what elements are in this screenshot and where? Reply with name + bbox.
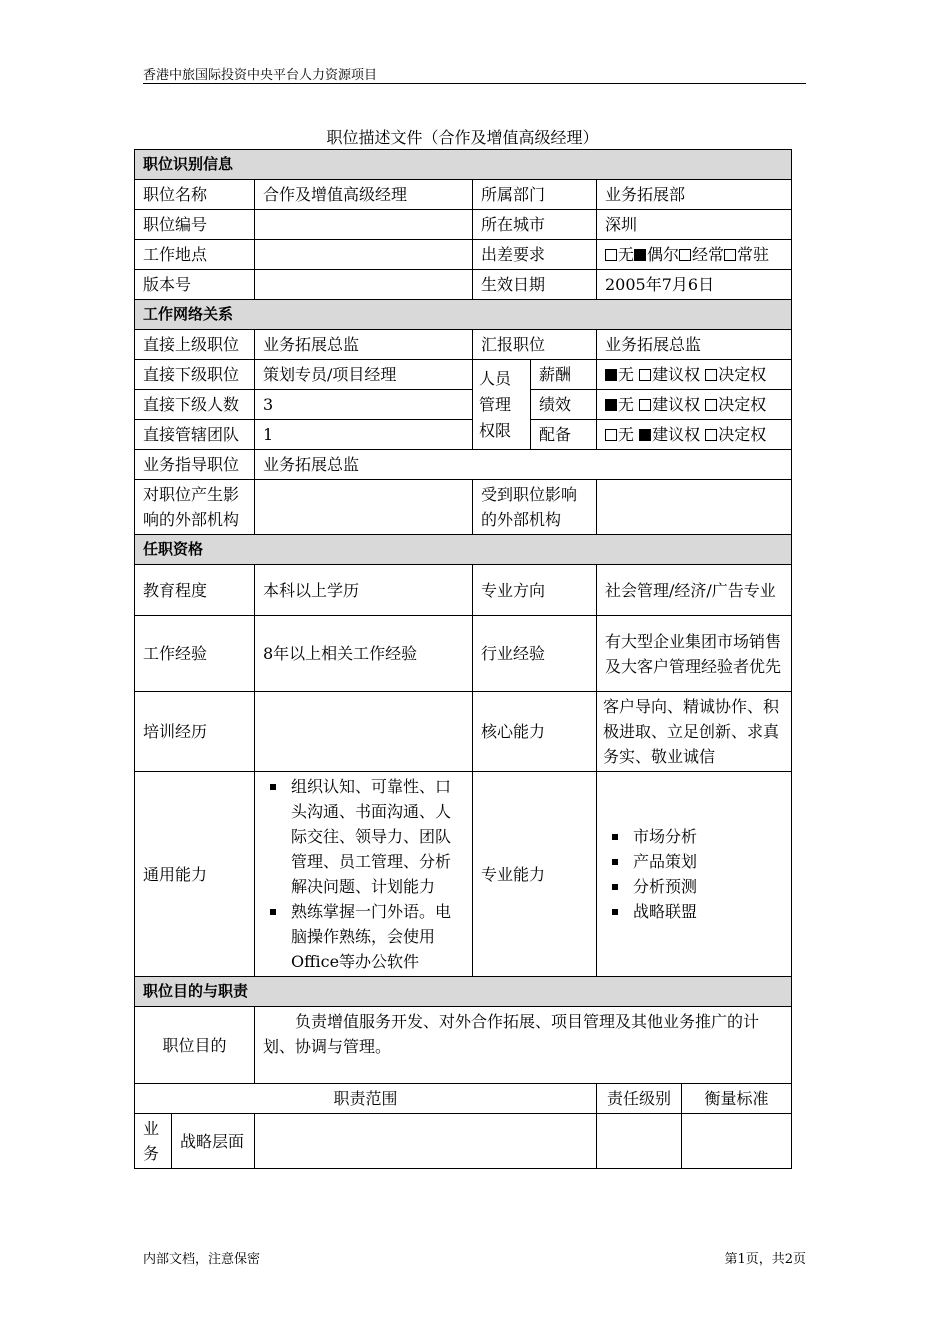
measurement-standard-header: 衡量标准 (682, 1084, 792, 1114)
training-value (255, 692, 473, 772)
subordinate-count-value: 3 (255, 390, 473, 420)
travel-options (597, 240, 792, 270)
travel-option-occasional: 偶尔 (634, 245, 679, 264)
list-item: 战略联盟 (633, 899, 783, 924)
industry-experience-label: 行业经验 (473, 616, 597, 692)
checkbox-icon (705, 369, 717, 381)
professional-ability-label: 专业能力 (473, 772, 597, 977)
general-ability-list (255, 772, 473, 977)
position-code-value (255, 210, 473, 240)
core-competency-value: 客户导向、精诚协作、积极进取、立足创新、求真务实、敬业诚信 (597, 692, 792, 772)
duty-scope-value (255, 1114, 597, 1169)
checkbox-icon (679, 249, 691, 261)
duty-category: 业务 (135, 1114, 172, 1169)
section-qualification: 任职资格 (135, 535, 792, 565)
external-affected-label: 受到职位影响的外部机构 (473, 480, 597, 535)
authority-staffing-options: 无 建议权 决定权 (597, 420, 792, 450)
header-divider (143, 83, 806, 84)
checked-box-icon (639, 429, 651, 441)
checkbox-icon (605, 249, 617, 261)
authority-label: 人员管理权限 (473, 360, 531, 450)
section-identity: 职位识别信息 (135, 150, 792, 180)
department-label: 所属部门 (473, 180, 597, 210)
job-description-table (134, 149, 792, 1169)
city-value: 深圳 (597, 210, 792, 240)
purpose-label: 职位目的 (135, 1007, 255, 1084)
effective-date-label: 生效日期 (473, 270, 597, 300)
travel-option-resident: 常驻 (724, 245, 769, 264)
education-label: 教育程度 (135, 565, 255, 616)
responsibility-level-header: 责任级别 (597, 1084, 682, 1114)
travel-option-none: 无 (605, 245, 634, 264)
list-item: 组织认知、可靠性、口头沟通、书面沟通、人际交往、领导力、团队管理、员工管理、分析解决问题、计划能力 (291, 774, 464, 899)
work-experience-value: 8年以上相关工作经验 (255, 616, 473, 692)
page-header-org: 香港中旅国际投资中央平台人力资源项目 (143, 68, 378, 83)
checked-box-icon (634, 249, 646, 261)
guide-position-label: 业务指导职位 (135, 450, 255, 480)
major-value: 社会管理/经济/广告专业 (597, 565, 792, 616)
section-purpose: 职位目的与职责 (135, 977, 792, 1007)
authority-performance-options: 无 建议权 决定权 (597, 390, 792, 420)
list-item: 产品策划 (633, 849, 783, 874)
work-location-label: 工作地点 (135, 240, 255, 270)
effective-date-value: 2005年7月6日 (597, 270, 792, 300)
city-label: 所在城市 (473, 210, 597, 240)
checked-box-icon (605, 399, 617, 411)
work-experience-label: 工作经验 (135, 616, 255, 692)
core-competency-label: 核心能力 (473, 692, 597, 772)
version-label: 版本号 (135, 270, 255, 300)
authority-salary-options: 无 建议权 决定权 (597, 360, 792, 390)
external-affect-value (255, 480, 473, 535)
responsibility-level-value (597, 1114, 682, 1169)
checkbox-icon (724, 249, 736, 261)
checked-box-icon (605, 369, 617, 381)
department-value: 业务拓展部 (597, 180, 792, 210)
section-network: 工作网络关系 (135, 300, 792, 330)
authority-salary-label: 薪酬 (531, 360, 597, 390)
guide-position-value: 业务拓展总监 (255, 450, 792, 480)
travel-option-frequent: 经常 (679, 245, 724, 264)
subordinate-count-label: 直接下级人数 (135, 390, 255, 420)
position-code-label: 职位编号 (135, 210, 255, 240)
direct-subordinate-value: 策划专员/项目经理 (255, 360, 473, 390)
list-item: 分析预测 (633, 874, 783, 899)
external-affect-label: 对职位产生影响的外部机构 (135, 480, 255, 535)
direct-superior-value: 业务拓展总监 (255, 330, 473, 360)
report-to-label: 汇报职位 (473, 330, 597, 360)
direct-superior-label: 直接上级职位 (135, 330, 255, 360)
position-name-label: 职位名称 (135, 180, 255, 210)
authority-performance-label: 绩效 (531, 390, 597, 420)
checkbox-icon (639, 369, 651, 381)
purpose-text: 负责增值服务开发、对外合作拓展、项目管理及其他业务推广的计划、协调与管理。 (255, 1007, 792, 1084)
footer-page-number: 第1页，共2页 (724, 1252, 806, 1267)
list-item: 熟练掌握一门外语。电脑操作熟练，会使用Office等办公软件 (291, 899, 464, 974)
team-label: 直接管辖团队 (135, 420, 255, 450)
duty-subcategory: 战略层面 (172, 1114, 255, 1169)
training-label: 培训经历 (135, 692, 255, 772)
team-value: 1 (255, 420, 473, 450)
general-ability-label: 通用能力 (135, 772, 255, 977)
external-affected-value (597, 480, 792, 535)
travel-label: 出差要求 (473, 240, 597, 270)
footer-confidential: 内部文档，注意保密 (143, 1252, 261, 1267)
list-item: 市场分析 (633, 824, 783, 849)
report-to-value: 业务拓展总监 (597, 330, 792, 360)
industry-experience-value: 有大型企业集团市场销售及大客户管理经验者优先 (597, 616, 792, 692)
version-value (255, 270, 473, 300)
document-title: 职位描述文件（合作及增值高级经理） (326, 128, 599, 147)
major-label: 专业方向 (473, 565, 597, 616)
checkbox-icon (705, 429, 717, 441)
education-value: 本科以上学历 (255, 565, 473, 616)
authority-staffing-label: 配备 (531, 420, 597, 450)
measurement-standard-value (682, 1114, 792, 1169)
duty-scope-header: 职责范围 (135, 1084, 597, 1114)
position-name-value: 合作及增值高级经理 (255, 180, 473, 210)
checkbox-icon (639, 399, 651, 411)
checkbox-icon (605, 429, 617, 441)
professional-ability-list (597, 772, 792, 977)
work-location-value (255, 240, 473, 270)
direct-subordinate-label: 直接下级职位 (135, 360, 255, 390)
checkbox-icon (705, 399, 717, 411)
